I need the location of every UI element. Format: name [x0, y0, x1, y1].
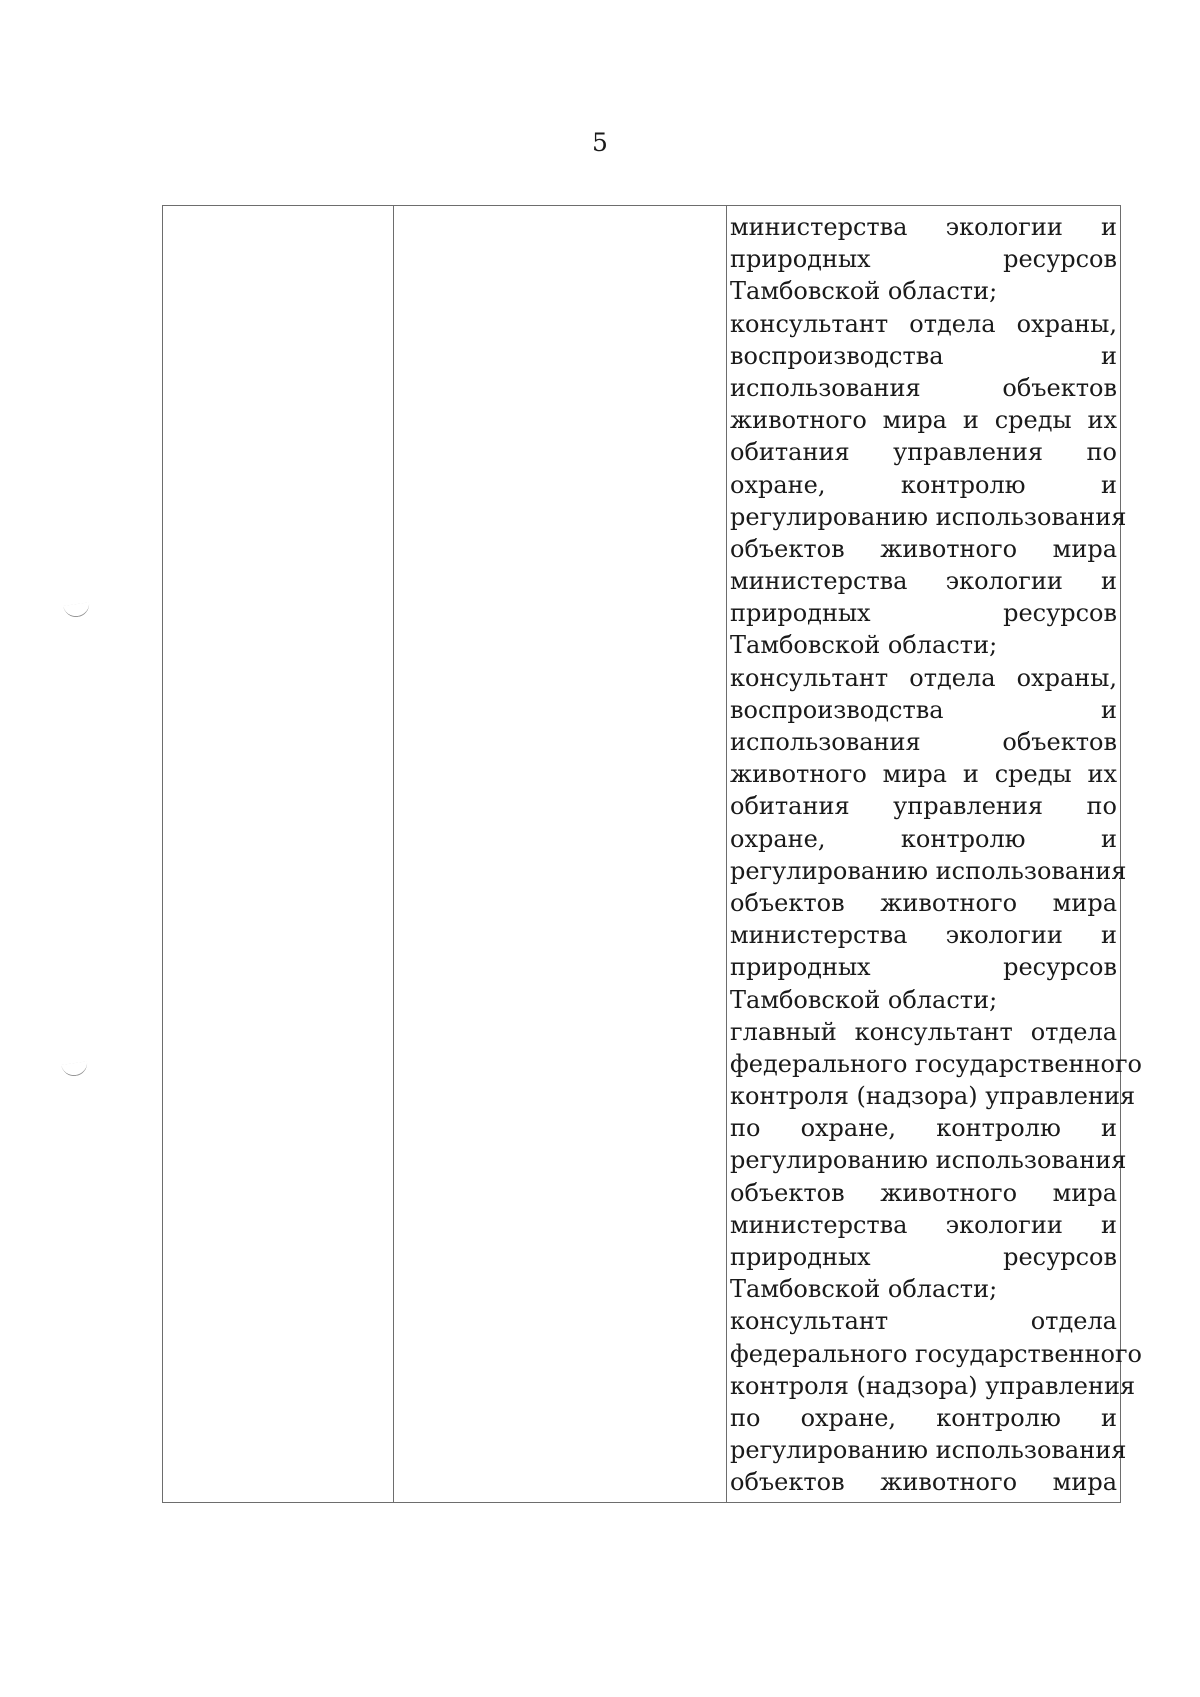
text-line: природных ресурсов: [730, 1243, 1117, 1271]
cell-text-block: [730, 211, 1142, 1499]
text-line: объектов животного мира: [730, 888, 1117, 917]
text-line: по охране, контролю и: [730, 1403, 1117, 1432]
margin-mark: [61, 1061, 89, 1077]
text-line: объектов животного мира: [730, 1178, 1117, 1207]
document-table: [162, 205, 1142, 1503]
margin-mark: [63, 602, 91, 618]
text-line: использования объектов: [730, 373, 1117, 402]
text-line: охране, контролю и: [730, 824, 1117, 853]
text-line: регулированию использования: [730, 502, 1127, 531]
text-line: природных ресурсов: [730, 953, 1117, 982]
text-line: контроля (надзора) управления: [730, 1371, 1136, 1400]
text-line: регулированию использования: [730, 1436, 1127, 1465]
text-line: министерства экологии и: [730, 567, 1117, 596]
text-line: министерства экологии и: [730, 1210, 1117, 1239]
table-cell-col3: [727, 206, 1142, 1503]
text-line: регулированию использования: [730, 856, 1127, 885]
text-line: федерального государственного: [730, 1339, 1142, 1368]
text-line: главный консультант отдела: [730, 1017, 1117, 1046]
table-row: [163, 206, 1121, 1503]
text-line: использования объектов: [730, 728, 1117, 756]
text-line: природных ресурсов: [730, 245, 1117, 274]
text-line: объектов животного мира: [730, 534, 1117, 563]
text-line: по охране, контролю и: [730, 1114, 1117, 1143]
text-line: охране, контролю и: [730, 470, 1117, 499]
text-line: объектов животного мира: [730, 1468, 1117, 1497]
text-line: регулированию использования: [730, 1146, 1127, 1175]
text-line: животного мира и среды их: [730, 760, 1117, 789]
text-line: контроля (надзора) управления: [730, 1082, 1136, 1111]
text-line: консультант отдела: [730, 1307, 1117, 1336]
text-line: обитания управления по: [730, 792, 1117, 821]
text-line: министерства экологии и: [730, 213, 1117, 241]
page-number: 5: [592, 128, 608, 157]
text-line: Тамбовской области;: [730, 985, 998, 1014]
text-line: воспроизводства и: [730, 695, 1117, 724]
text-line: Тамбовской области;: [730, 1275, 998, 1304]
text-line: обитания управления по: [730, 438, 1117, 467]
text-line: Тамбовской области;: [730, 631, 998, 660]
text-line: федерального государственного: [730, 1049, 1142, 1078]
text-line: природных ресурсов: [730, 599, 1117, 628]
text-line: Тамбовской области;: [730, 277, 998, 306]
text-line: животного мира и среды их: [730, 406, 1117, 435]
table-cell-col2: [394, 206, 727, 1503]
table-cell-col1: [163, 206, 394, 1503]
text-line: министерства экологии и: [730, 921, 1117, 950]
text-line: воспроизводства и: [730, 341, 1117, 370]
text-line: консультант отдела охраны,: [730, 309, 1117, 338]
text-line: консультант отдела охраны,: [730, 663, 1117, 692]
